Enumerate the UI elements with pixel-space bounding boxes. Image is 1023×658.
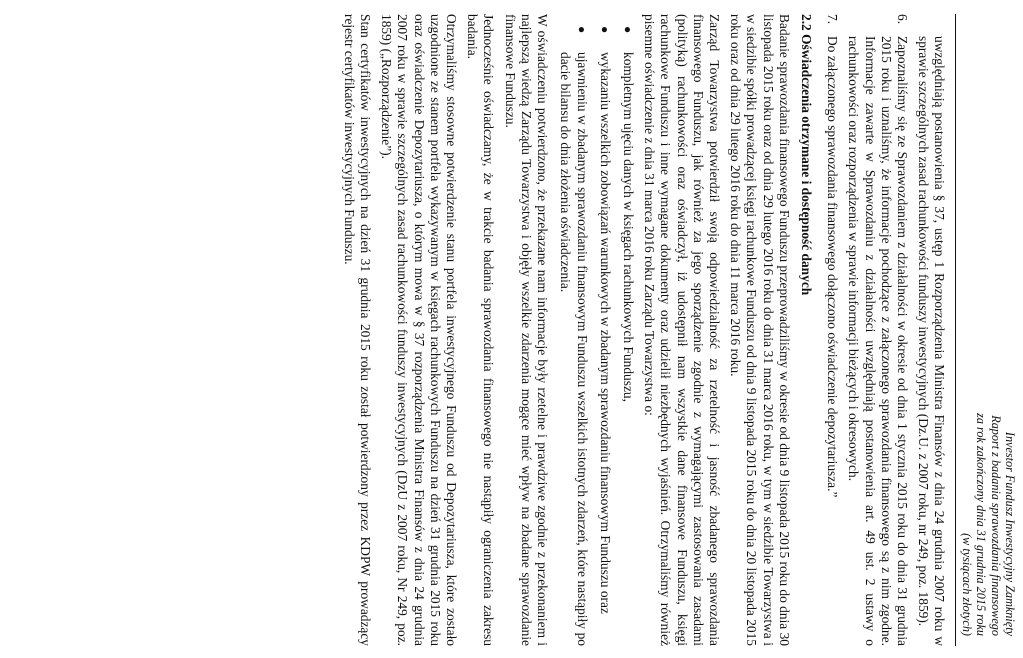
list-item-text: ujawnieniu w zbadanym sprawozdaniu finansowym Funduszu wszelkich istotnych zdarzeń, które nastąpiły po dacie bilansu do dnia złożenia oświadczenia. bbox=[558, 52, 590, 646]
list-item bbox=[597, 14, 613, 646]
running-header bbox=[959, 14, 1017, 646]
header-period: za rok zakończony dnia 31 grudnia 2015 roku bbox=[974, 413, 989, 636]
list-item bbox=[557, 14, 589, 646]
page-content bbox=[336, 14, 1017, 646]
header-fund-name: Investor Fundusz Inwestycyjny Zamknięty bbox=[1003, 431, 1017, 636]
item-text: Zapoznaliśmy się ze Sprawozdaniem z działalności w okresie od dnia 1 stycznia 2015 roku do dnia 31 grudnia 2015 roku i uznaliśmy, że informacje pochodzące z załączonego sprawozdania finansowego są z nim zgodne. Informacje zawarte w Sprawozdaniu z działalności uwzględniają postanowienia art. 49 ust. 2 ustawy o rachunkowości oraz rozporządzenia w sprawie informacji bieżących i okresowych. bbox=[846, 36, 910, 646]
statement-bullet-list bbox=[557, 14, 636, 646]
bullet-icon: ● bbox=[620, 26, 635, 34]
section-paragraph-3: W oświadczeniu potwierdzono, że przekazane nam informacje były rzetelne i prawdziwe zgodnie z przekonaniem i najlepszą wiedzą Zarządu Towarzystwa i objęły wszelkie zdarzenia mogące mieć wpływ na zbadane sprawozdanie finansowe Funduszu. bbox=[502, 14, 551, 646]
section-paragraph-1: Badanie sprawozdania finansowego Funduszu przeprowadziliśmy w okresie od dnia 9 listopada 2015 roku do dnia 30 listopada 2015 roku oraz od dnia 29 lutego 2016 roku do dnia 31 marca 2016 roku, w tym w siedzibie Towarzystwa i w siedzibie spółki prowadzącej księgi rachunkowe Funduszu od dnia 9 listopada 2015 roku do dnia 20 listopada 2015 roku oraz od dnia 29 lutego 2016 roku do dnia 11 marca 2016 roku. bbox=[728, 14, 792, 646]
item-number: 7. bbox=[825, 14, 841, 25]
section-paragraph-2: Zarząd Towarzystwa potwierdził swoją odpowiedzialność za rzetelność i jasność zbadanego sprawozdania finansowego Funduszu, jak również za jego sporządzenie zgodnie z wymagającymi zastosowania zasadami (polityką) rachunkowości oraz oświadczył, iż udostępnił nam wszystkie dane finansowe Funduszu, księgi rachunkowe Funduszu i inne wymagane dokumenty oraz udzielił niezbędnych wyjaśnień. Otrzymaliśmy również pisemne oświadczenie z dnia 31 marca 2016 roku Zarządu Towarzystwa o: bbox=[642, 14, 722, 646]
numbered-item-7 bbox=[824, 14, 840, 646]
list-item-text: kompletnym ujęciu danych w księgach rachunkowych Funduszu, bbox=[620, 52, 636, 402]
list-item-text: wykazaniu wszelkich zobowiązań warunkowych w zbadanym sprawozdaniu finansowym Funduszu oraz bbox=[597, 52, 613, 614]
header-units: (w tysiącach złotych) bbox=[959, 533, 974, 636]
section-paragraph-4: Jednocześnie oświadczamy, że w trakcie badania sprawozdania finansowego nie nastąpiły ograniczenia zakresu badania. bbox=[465, 14, 497, 646]
section-paragraph-6: Stan certyfikatów inwestycyjnych na dzień 31 grudnia 2015 roku został potwierdzony przez KDPW prowadzący rejestr certyfikatów inwestycyjnych Funduszu. bbox=[341, 14, 374, 646]
bullet-icon: ● bbox=[597, 26, 612, 34]
item-number: 6. bbox=[894, 14, 910, 25]
section-paragraph-5: Otrzymaliśmy stosowne potwierdzenie stanu portfela inwestycyjnego Funduszu od Depozytariusza, które zostało uzgodnione ze stanem portfela wykazywanym w księgach rachunkowych Funduszu na dzień 31 grudnia 2015 roku oraz oświadczenie Depozytariusza, o którym mowa w § 37 rozporządzenia Ministra Finansów z dnia 24 grudnia 2007 roku w sprawie szczególnych zasad rachunkowości funduszy inwestycyjnych (DzU z 2007 roku, Nr 249, poz. 1859) („Rozporządzenie”). bbox=[379, 14, 460, 646]
item-text: Do załączonego sprawozdania finansowego dołączono oświadczenie depozytariusza.” bbox=[825, 36, 841, 498]
header-rule bbox=[955, 14, 956, 646]
list-item bbox=[620, 14, 636, 646]
numbered-item-6 bbox=[845, 14, 910, 646]
bullet-icon: ● bbox=[574, 26, 589, 34]
intro-paragraph: uwzględniają postanowienia § 37, ustęp 1 Rozporządzenia Ministra Finansów z dnia 24 grudnia 2007 roku w sprawie szczególnych zasad rachunkowości funduszy inwestycyjnych (Dz.U. z 2007 roku, nr 249, poz. 1859). bbox=[916, 36, 948, 646]
header-report-title: Raport z badania sprawozdania finansowego bbox=[988, 415, 1003, 636]
section-heading: 2.2 Oświadczenia otrzymane i dostępność danych bbox=[798, 14, 814, 296]
